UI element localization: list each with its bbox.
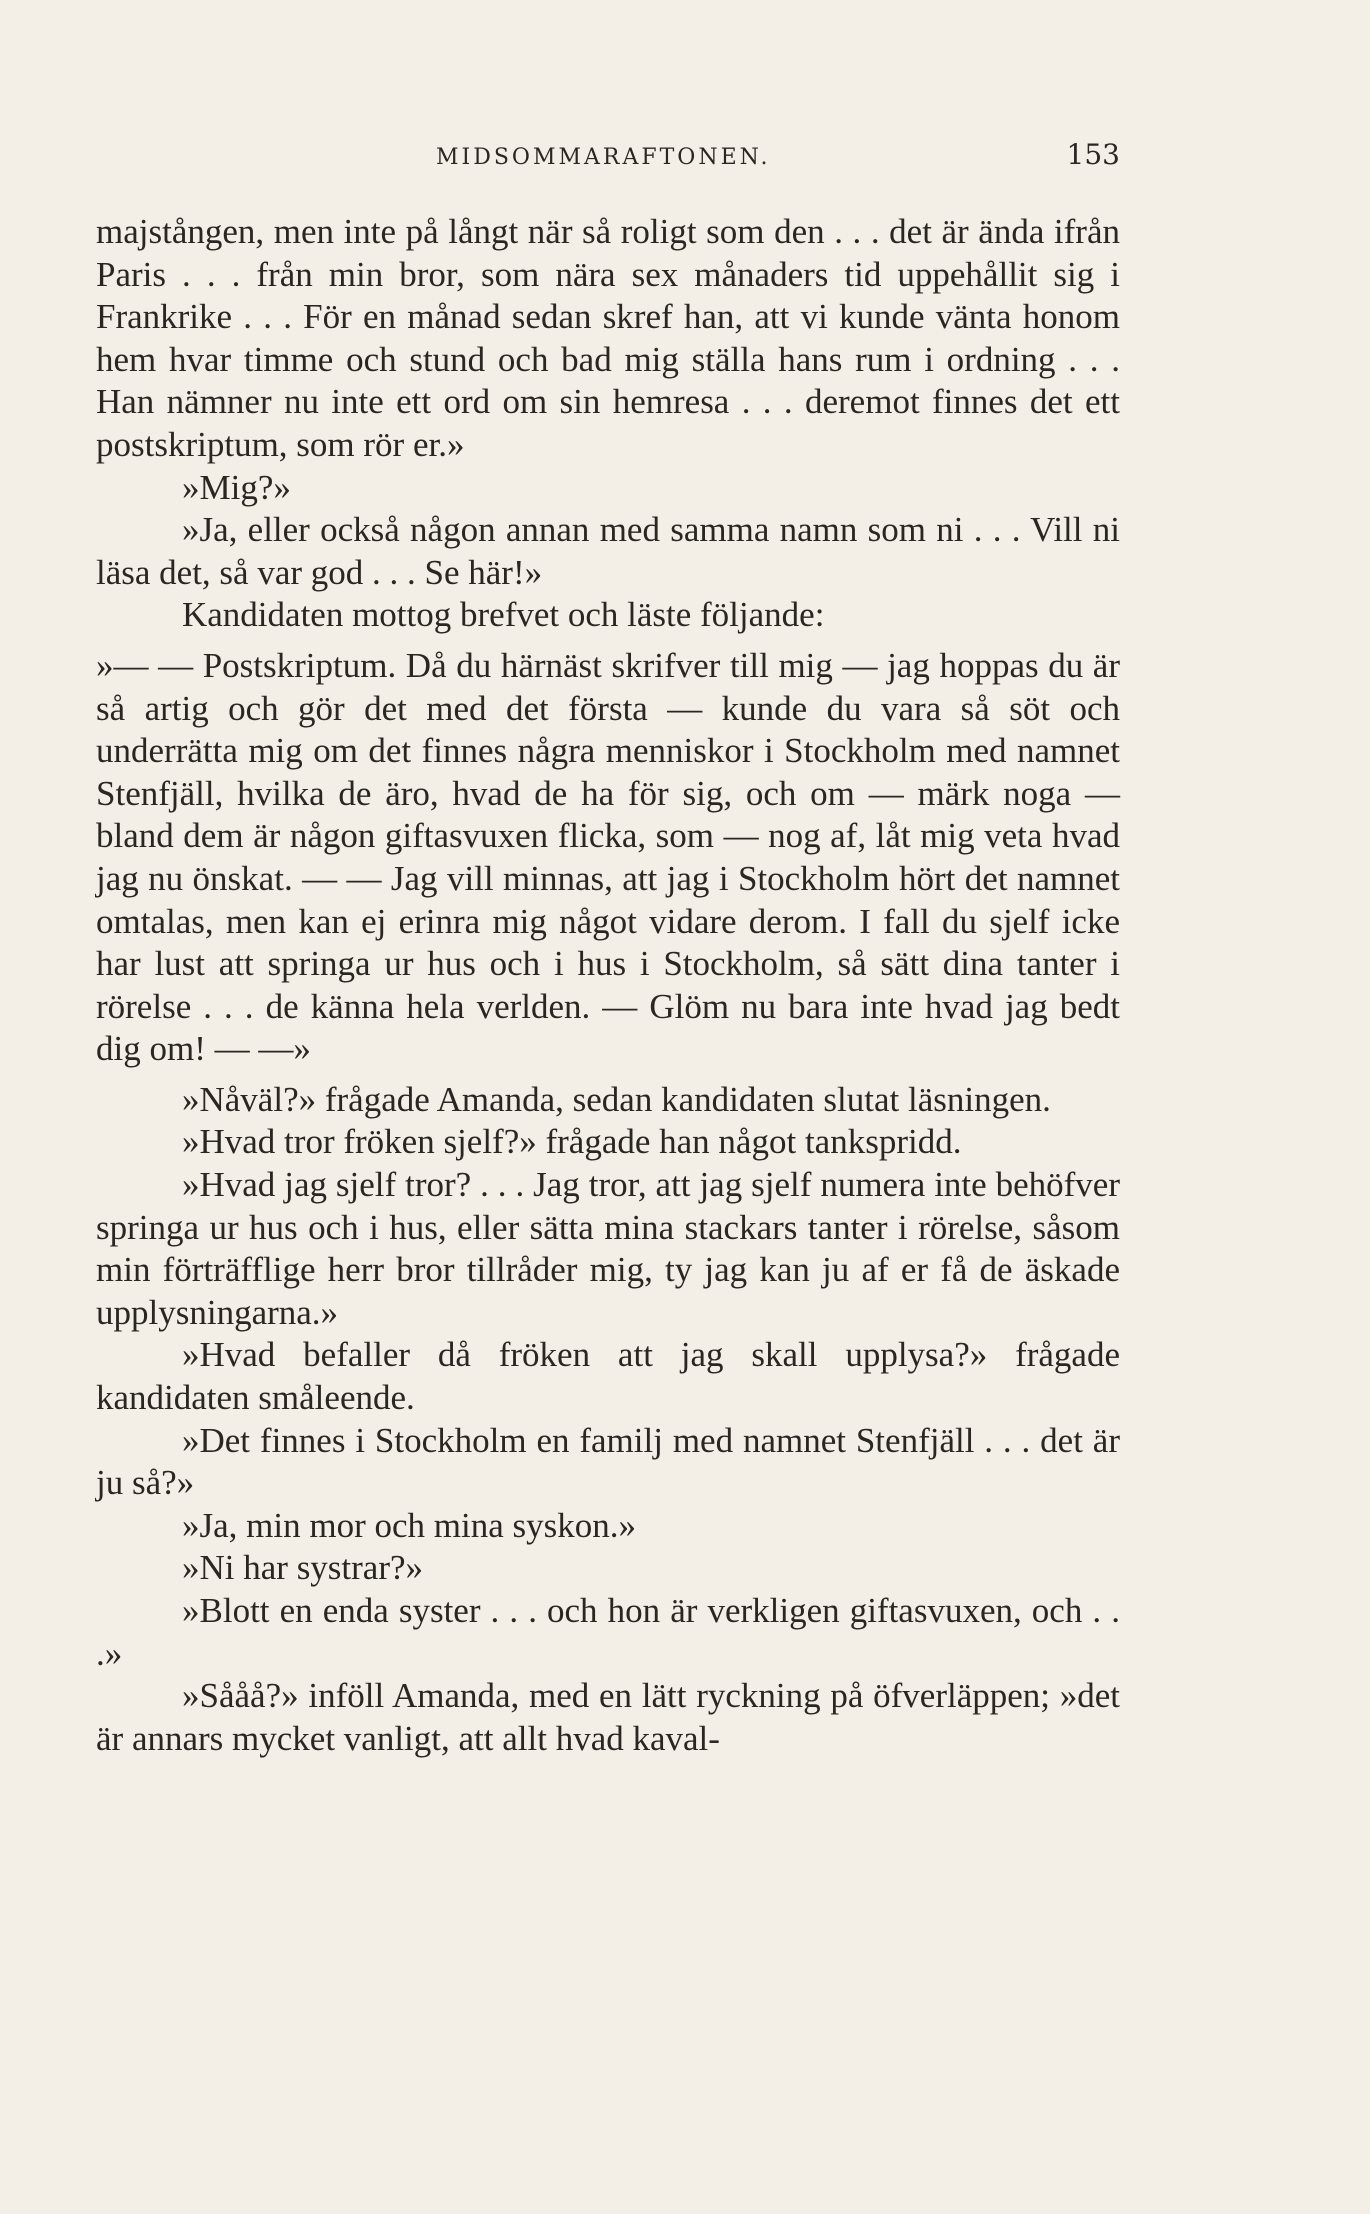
- paragraph: »Hvad befaller då fröken att jag skall upplysa?» frågade kandidaten småleende.: [96, 1335, 1120, 1418]
- paragraph: »Mig?»: [182, 467, 291, 507]
- paragraph: majstången, men inte på långt när så roligt som den . . . det är ända ifrån Paris . . . från min bror, som nära sex månaders tid uppehållit sig i Frankrike . . . För en månad sedan skref han, att vi kunde vänta honom hem hvar timme och stund och bad mig ställa hans rum i ordning . . . Han nämner nu inte ett ord om sin hemresa . . . deremot finnes det ett postskriptum, som rör er.»: [96, 212, 1120, 464]
- paragraph: Kandidaten mottog brefvet och läste följande:: [182, 595, 825, 635]
- body-text: [96, 211, 1120, 1760]
- paragraph: »— — Postskriptum. Då du härnäst skrifver till mig — jag hoppas du är så artig och gör det med det första — kunde du vara så söt och underrätta mig om det finnes några menniskor i Stockholm med namnet Stenfjäll, hvilka de äro, hvad de ha för sig, och om — märk noga — bland dem är någon giftasvuxen flicka, som — nog af, låt mig veta hvad jag nu önskat. — — Jag vill minnas, att jag i Stockholm hört det namnet omtalas, men kan ej erinra mig något vidare derom. I fall du sjelf icke har lust att springa ur hus och i hus i Stockholm, så sätt dina tanter i rörelse . . . de känna hela verlden. — Glöm nu bara inte hvad jag bedt dig om! — —»: [96, 645, 1120, 1069]
- paragraph: »Ja, min mor och mina syskon.»: [182, 1505, 636, 1545]
- paragraph: »Hvad jag sjelf tror? . . . Jag tror, att jag sjelf numera inte behöfver springa ur hus och i hus, eller sätta mina stackars tanter i rörelse, såsom min förträfflige herr bror tillråder mig, ty jag kan ju af er få de äskade upplysningarna.»: [96, 1165, 1120, 1332]
- paragraph: »Nåväl?» frågade Amanda, sedan kandidaten slutat läsningen.: [182, 1079, 1051, 1119]
- paragraph: »Hvad tror fröken sjelf?» frågade han något tankspridd.: [182, 1122, 962, 1162]
- paragraph: »Det finnes i Stockholm en familj med namnet Stenfjäll . . . det är ju så?»: [96, 1420, 1120, 1503]
- page-number: 153: [1066, 138, 1120, 171]
- paragraph: »Sååå?» inföll Amanda, med en lätt ryckning på öfverläppen; »det är annars mycket vanligt, att allt hvad kaval-: [96, 1676, 1120, 1758]
- paragraph: »Blott en enda syster . . . och hon är verkligen giftasvuxen, och . . .»: [96, 1591, 1120, 1673]
- paragraph: »Ja, eller också någon annan med samma namn som ni . . . Vill ni läsa det, så var god . . . Se här!»: [96, 510, 1120, 592]
- paragraph: »Ni har systrar?»: [182, 1548, 424, 1588]
- running-title: MIDSOMMARAFTONEN.: [436, 145, 771, 170]
- running-head: [96, 138, 1120, 171]
